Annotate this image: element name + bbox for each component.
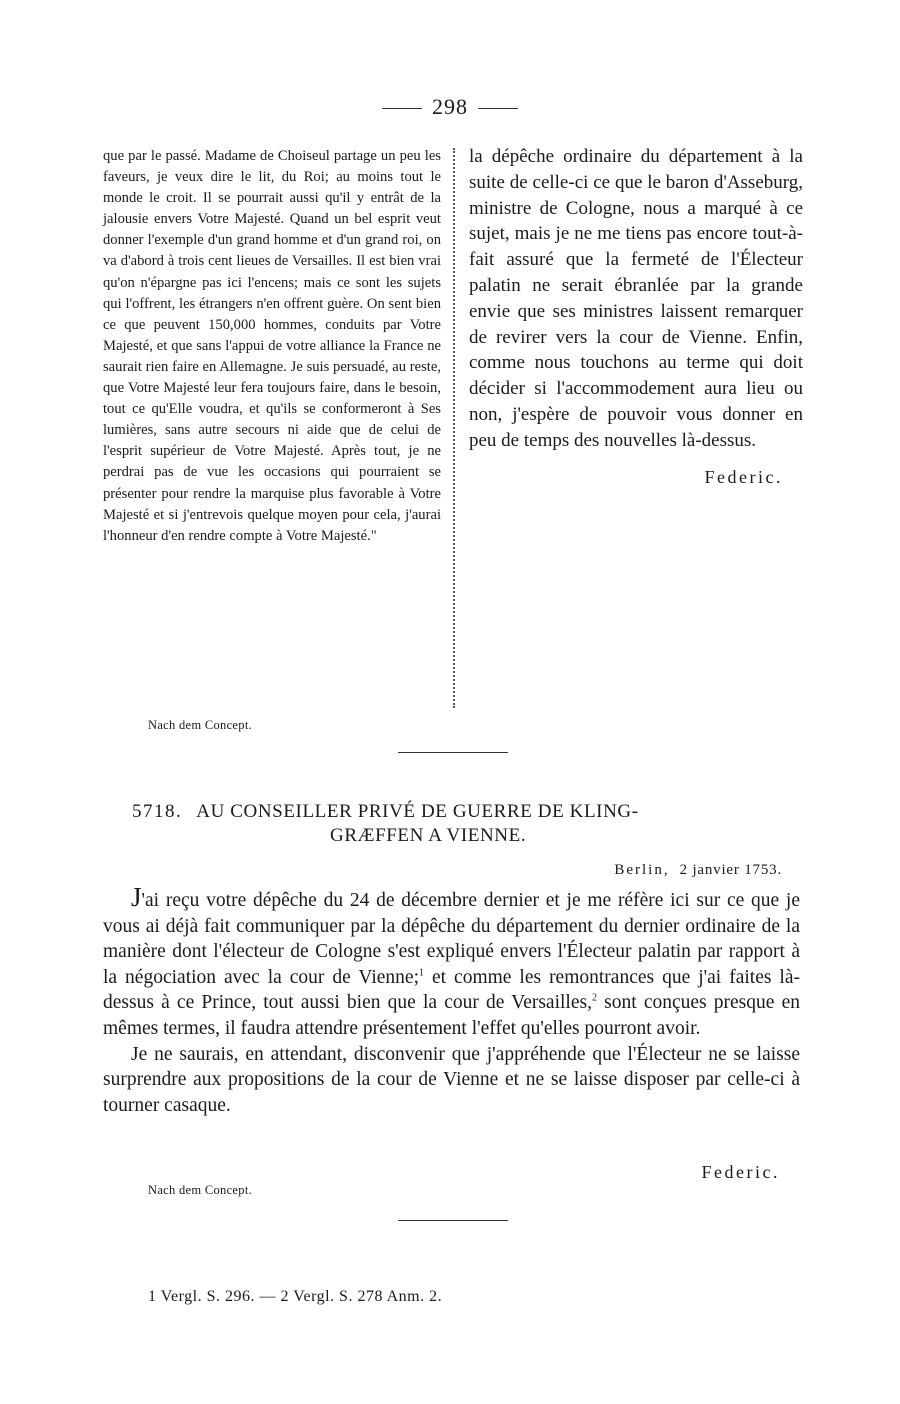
letter-p1-part-c: sont conçues presque en mêmes termes, il faudra attendre présentement l'effet qu'elles pourront avoir. bbox=[103, 992, 801, 1039]
footnote-mark-2: 2 bbox=[591, 992, 597, 1004]
footnotes: 1 Vergl. S. 296. — 2 Vergl. S. 278 Anm. 2. bbox=[148, 1288, 443, 1305]
letter-date: 2 janvier 1753. bbox=[679, 862, 782, 878]
letter-dateline bbox=[420, 862, 782, 879]
letter-heading-line2: GRÆFFEN A VIENNE. bbox=[330, 825, 527, 846]
left-column-text: que par le passé. Madame de Choiseul partage un peu les faveurs, je veux dire le lit, du Roi; au moins tout le monde le croit. Il se pourrait aussi qu'il y entrât de la jalousie envers Votre Majesté. Quand un bel esprit veut donner l'exemple d'un grand homme et d'un grand roi, on va d'abord à trois cent lieues de Versailles. Il est bien vrai qu'on n'épargne pas ici l'encens; mais ce sont les sujets qui l'offrent, les étrangers n'en offrent guère. On sent bien ce que peuvent 150,000 hommes, conduits par Votre Majesté, et que sans l'appui de votre alliance la France ne saurait rien faire en Allemagne. Je suis persuadé, au reste, que Votre Majesté leur fera toujours faire, dans le besoin, tout ce qu'Elle voudra, et qu'ils se conformeront à Ses lumières, sans autre secours ni aide que de celui de l'esprit supérieur de Votre Majesté. Après tout, je ne perdrai pas de vue les occasions qui pourraient se présenter pour rendre la marquise plus favorable à Votre Majesté et si j'entrevois quelque moyen pour cela, j'aurai l'honneur d'en rendre compte à Votre Majesté." bbox=[103, 148, 441, 544]
letter-signature: Federic. bbox=[701, 1162, 780, 1182]
header-dash-right bbox=[478, 108, 518, 109]
letter-number: 5718. bbox=[132, 801, 183, 822]
letter-dropcap: J bbox=[131, 882, 142, 912]
letter-place: Berlin, bbox=[614, 862, 670, 878]
page-number: 298 bbox=[432, 94, 468, 119]
letter-heading-line1: AU CONSEILLER PRIVÉ DE GUERRE DE KLING- bbox=[196, 801, 639, 822]
header-dash-left bbox=[382, 108, 422, 109]
letter-p1-part-b: et comme les remontrances que j'ai faites là-dessus à ce Prince, tout aussi bien que la cour de Versailles, bbox=[103, 966, 800, 1014]
right-column bbox=[469, 144, 803, 490]
left-column-source-note: Nach dem Concept. bbox=[148, 718, 253, 732]
section-rule-top bbox=[398, 752, 508, 753]
right-column-text: la dépêche ordinaire du département à la suite de celle-ci ce que le baron d'Asseburg, ministre de Cologne, nous a marqué à ce sujet, mais je ne me tiens pas encore tout-à-fait assuré que la fermeté de l'Électeur palatin ne serait ébranlée par la grande envie que ses ministres laissent remarquer de revirer vers la cour de Vienne. Enfin, comme nous touchons au terme qui doit décider si l'accommodement aura lieu ou non, j'espère de pouvoir vous donner en peu de temps des nouvelles là-dessus. bbox=[469, 146, 803, 451]
letter-source-note: Nach dem Concept. bbox=[148, 1183, 253, 1197]
right-column-signature: Federic. bbox=[704, 466, 783, 487]
letter-heading bbox=[132, 800, 812, 848]
page-number-header bbox=[0, 94, 900, 120]
left-column bbox=[103, 146, 441, 547]
letter-body bbox=[103, 882, 801, 1118]
letter-p1-part-a: 'ai reçu votre dépêche du 24 de décembre dernier et je me réfère ici sur ce que je vous ai déjà fait communiquer par la dépêche du département du dernier ordinaire de la manière dont l'électeur de Cologne s'est expliqué envers l'Électeur palatin par rapport à la négociation avec la cour de Vienne; bbox=[103, 890, 800, 988]
footnote-mark-1: 1 bbox=[419, 967, 424, 979]
column-divider bbox=[453, 148, 455, 708]
section-rule-bottom bbox=[398, 1220, 508, 1221]
letter-paragraph-2: Je ne saurais, en attendant, disconvenir que j'appréhende que l'Électeur ne se laisse surprendre aux propositions de la cour de Vienne et ne se laisse disposer par celle-ci à tourner casaque. bbox=[103, 1043, 800, 1116]
letter-paragraph-1 bbox=[103, 882, 801, 1042]
